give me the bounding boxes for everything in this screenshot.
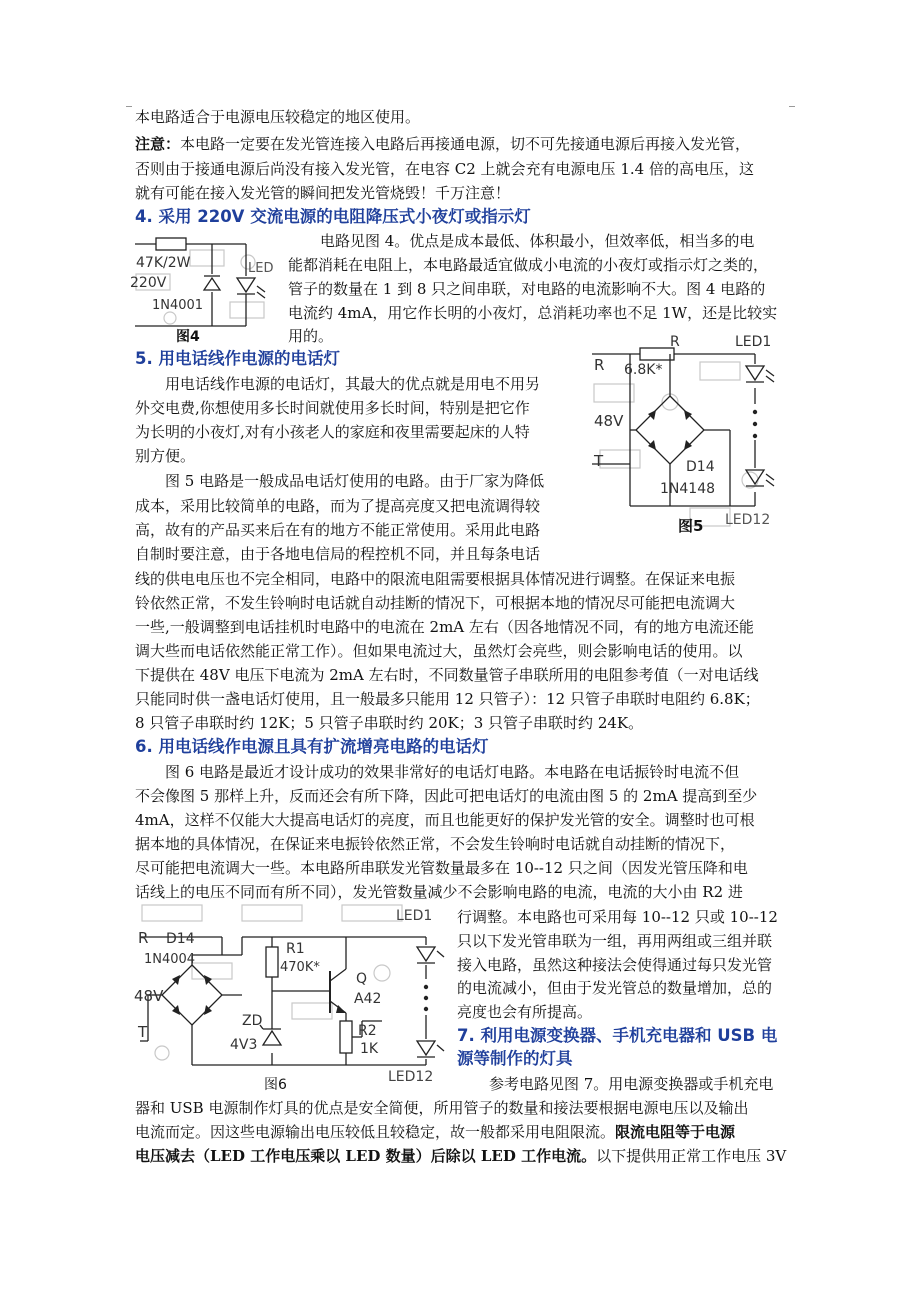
zener-diode: [260, 1025, 281, 1045]
page-corner-mark: [789, 106, 795, 107]
figure-4: [130, 232, 288, 344]
figure-5-schematic: [580, 330, 792, 540]
led-label: LED: [248, 261, 274, 276]
text-line: 高，故有的产品买来后在有的地方不能正常使用。采用此电路: [135, 521, 541, 539]
diode-symbol: [204, 276, 220, 290]
diode-part-label: 1N4004: [144, 952, 196, 967]
text-line: 尽可能把电流调大一些。本电路所串联发光管数量最多在 10--12 只之间（因发光管压降和电: [135, 859, 748, 877]
text-line: 外交电费,你想使用多长时间就使用多长时间，特别是把它作: [135, 399, 530, 417]
text-span: 电流而定。因这些电源输出电压较低且较稳定，故一般都采用电阻限流。: [135, 1123, 616, 1141]
led-symbols: [417, 947, 444, 1057]
diode-part-label: 1N4001: [152, 298, 204, 313]
figure-5: [580, 330, 792, 540]
text-line: 为长明的小夜灯,对有小孩老人的家庭和夜里需要起床的人特: [135, 423, 530, 441]
supply-voltage-label: 48V: [594, 412, 624, 430]
led-symbol: [237, 278, 265, 298]
led-chain-dots: [424, 985, 428, 1011]
led-chain-dots: [753, 410, 757, 438]
figure-6: [132, 903, 450, 1093]
text-line: 用的。: [288, 327, 334, 345]
text-line: 行调整。本电路也可采用每 10--12 只或 10--12: [457, 908, 778, 926]
text-line: 的电流减小，但由于发光管总的数量增加，总的: [457, 979, 773, 997]
resistor-value-label: 6.8K*: [624, 362, 663, 378]
text-line: 本电路适合于电源电压较稳定的地区使用。: [135, 108, 421, 126]
zener-name-label: ZD: [242, 1013, 263, 1029]
text-line: 据本地的具体情况，在保证来电振铃依然正常，不会发生铃响时电话就自动挂断的情况下，: [135, 835, 736, 853]
note-label: 注意：: [135, 135, 181, 153]
text-line: 能都消耗在电阻上，本电路最适宜做成小电流的小夜灯或指示灯之类的，: [288, 256, 769, 274]
text-span: 以下提供用正常工作电压 3V: [596, 1147, 787, 1165]
bridge-diodes: [172, 975, 346, 1015]
resistor-letter-label: R: [594, 356, 605, 374]
diode-part-label: 1N4148: [660, 481, 716, 497]
text-line: 电路见图 4。优点是成本最低、体积最小，但效率低，相当多的电: [320, 232, 755, 250]
text-line: 不会像图 5 那样上升，反而还会有所下降，因此可把电话灯的电流由图 5 的 2mA 提高到至少: [135, 787, 758, 805]
text-line: 调大些而电话依然能正常工作）。但如果电流过大，虽然灯会亮些，则会影响电话的使用。以: [135, 642, 743, 660]
text-line: [135, 1145, 786, 1167]
bridge-diodes: [648, 410, 692, 450]
r2-name-label: R2: [358, 1023, 377, 1039]
text-line: 成本，采用比较简单的电路，而为了提高亮度又把电流调得较: [135, 497, 541, 515]
terminal-label: T: [138, 1023, 148, 1041]
resistor-top-label: R: [670, 334, 680, 350]
supply-voltage-label: 48V: [134, 987, 164, 1005]
transistor-part-label: A42: [354, 991, 382, 1007]
text-line: 接入电路，虽然这种接法会使得通过每只发光管: [457, 956, 773, 974]
text-line: 电流约 4mA，用它作长明的小夜灯，总消耗功率也不足 1W，还是比较实: [288, 304, 778, 322]
text-line: 亮度也会有所提高。: [457, 1003, 593, 1021]
section-heading-6: 6. 用电话线作电源且具有扩流增亮电路的电话灯: [135, 737, 489, 756]
terminal-label: T: [594, 452, 604, 470]
figure-6-schematic: [132, 903, 450, 1093]
figure-caption: 图5: [678, 517, 704, 535]
text-line: 参考电路见图 7。用电源变换器或手机充电: [489, 1075, 774, 1093]
led-symbols: [746, 366, 774, 486]
diode-name-label: D14: [166, 931, 195, 947]
text-line: 就有可能在接入发光管的瞬间把发光管烧毁！千万注意！: [135, 184, 511, 202]
text-line: 铃依然正常，不发生铃响时电话就自动挂断的情况下，可根据本地的情况尽可能把电流调大: [135, 594, 736, 612]
formula-text: 电压减去（LED 工作电压乘以 LED 数量）后除以 LED 工作电流。: [135, 1147, 597, 1165]
text-line: 4mA，这样不仅能大大提高电话灯的亮度，而且也能更好的保护发光管的安全。调整时也可根: [135, 811, 755, 829]
diode-name-label: D14: [686, 459, 715, 475]
section-heading-4: 4. 采用 220V 交流电源的电阻降压式小夜灯或指示灯: [135, 207, 531, 226]
section-heading-7-cont: 源等制作的灯具: [457, 1049, 573, 1068]
text-line: 一些,一般调整到电话挂机时电路中的电流在 2mA 左右（因各地情况不同，有的地方电流还能: [135, 618, 754, 636]
figure-caption: 图6: [264, 1077, 287, 1093]
watermark: [594, 362, 758, 526]
source-voltage-label: 220V: [130, 275, 167, 291]
r1-value-label: 470K*: [280, 960, 320, 975]
transistor-name-label: Q: [356, 971, 368, 987]
zener-value-label: 4V3: [230, 1037, 258, 1053]
text-line: 只能同时供一盏电话灯使用，且一般最多只能用 12 只管子）：12 只管子串联时电阻约 6.8K；: [135, 690, 760, 708]
led12-label: LED12: [388, 1069, 434, 1085]
section-heading-5: 5. 用电话线作电源的电话灯: [135, 349, 340, 368]
r1-name-label: R1: [286, 941, 305, 957]
page-corner-mark: [126, 106, 132, 107]
text-line: 话线上的电压不同而有所不同），发光管数量减少不会影响电路的电流，电流的大小由 R2 进: [135, 883, 743, 901]
resistor-label: 47K/2W: [136, 255, 191, 271]
text-line: 用电话线作电源的电话灯，其最大的优点就是用电不用另: [165, 375, 541, 393]
figure-caption: 图4: [176, 329, 200, 344]
text-line: 管子的数量在 1 到 8 只之间串联，对电路的电流影响不大。图 4 电路的: [288, 280, 766, 298]
figure-4-schematic: [130, 232, 288, 344]
text-line: 器和 USB 电源制作灯具的优点是安全简便，所用管子的数量和接法要根据电源电压以及输出: [135, 1099, 749, 1117]
led12-label: LED12: [725, 512, 771, 528]
led1-label: LED1: [735, 334, 772, 350]
resistor-letter-label: R: [138, 929, 149, 947]
text-line: 图 5 电路是一般成品电话灯使用的电路。由于厂家为降低: [165, 472, 545, 490]
text-line: [135, 1121, 735, 1143]
text-line: [135, 133, 750, 155]
text-line: 8 只管子串联时约 12K；5 只管子串联时约 20K；3 只管子串联时约 24K。: [135, 714, 644, 732]
note-text: 本电路一定要在发光管连接入电路后再接通电源，切不可先接通电源后再接入发光管，: [180, 135, 751, 153]
text-line: 别方便。: [135, 447, 196, 465]
text-line: 线的供电电压也不完全相同，电路中的限流电阻需要根据具体情况进行调整。在保证来电振: [135, 570, 736, 588]
section-heading-7: 7. 利用电源变换器、手机充电器和 USB 电: [457, 1026, 778, 1045]
text-line: 只以下发光管串联为一组，再用两组或三组并联: [457, 932, 773, 950]
formula-text: 限流电阻等于电源: [615, 1123, 736, 1141]
led1-label: LED1: [396, 908, 433, 924]
text-line: 否则由于接通电源后尚没有接入发光管，在电容 C2 上就会充有电源电压 1.4 倍的高电压，这: [135, 160, 754, 178]
text-line: 图 6 电路是最近才设计成功的效果非常好的电话灯电路。本电路在电话振铃时电流不但: [165, 763, 740, 781]
text-line: 下提供在 48V 电压下电流为 2mA 左右时，不同数量管子串联所用的电阻参考值（一对电话线: [135, 666, 759, 684]
text-line: 自制时要注意，由于各地电信局的程控机不同，并且每条电话: [135, 545, 541, 563]
r2-value-label: 1K: [360, 1041, 379, 1057]
